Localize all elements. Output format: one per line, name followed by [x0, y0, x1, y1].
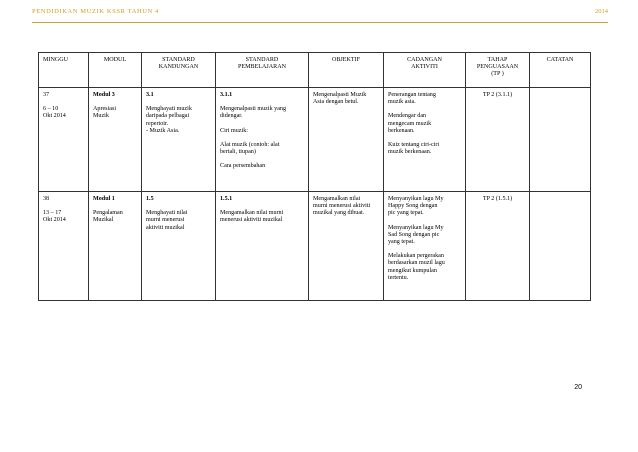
- cell-cadangan-aktiviti: Penerangan tentang muzik asia. Mendengar dan mengecam muzik berkenaan. Kuiz tentang ciri-ciri muzik berkenaan.: [384, 88, 466, 192]
- column-header-objektif: OBJEKTIF: [309, 53, 384, 88]
- column-header-cadangan-aktiviti: CADANGAN AKTIVITI: [384, 53, 466, 88]
- column-header-standard-kandungan: STANDARD KANDUNGAN: [142, 53, 216, 88]
- column-header-tahap-penguasaan: TAHAP PENGUASAAN (TP ): [466, 53, 530, 88]
- column-header-standard-pembelajaran: STANDARD PEMBELAJARAN: [216, 53, 309, 88]
- cell-tahap-penguasaan: TP 2 (1.5.1): [466, 192, 530, 301]
- cell-standard-pembelajaran: 1.5.1 Mengamalkan nilai murni menerusi aktiviti muzikal: [216, 192, 309, 301]
- cell-standard-kandungan: 1.5 Menghayati nilai murni menerusi aktiviti muzikal: [142, 192, 216, 301]
- table-row: [39, 192, 591, 301]
- document-header-title: PENDIDIKAN MUZIK KSSR TAHUN 4: [32, 8, 159, 15]
- cell-objektif: Mengenalpasti Muzik Asia dengan betul.: [309, 88, 384, 192]
- column-header-minggu: MINGGU: [39, 53, 89, 88]
- cell-modul: Modul 3 Apresiasi Muzik: [89, 88, 142, 192]
- lesson-plan-table: [38, 52, 591, 301]
- header-divider: [32, 22, 608, 23]
- cell-standard-kandungan: 3.1 Menghayati muzik daripada pelbagai repertoir. - Muzik Asia.: [142, 88, 216, 192]
- cell-catatan: [530, 192, 591, 301]
- cell-standard-pembelajaran: 3.1.1 Mengenalpasti muzik yang didengar. Ciri muzik: Alat muzik (contoh: alat bertali, tiupan) Cara persembahan: [216, 88, 309, 192]
- document-header-year: 2014: [595, 8, 608, 15]
- page-number: 20: [574, 384, 582, 391]
- cell-tahap-penguasaan: TP 2 (3.1.1): [466, 88, 530, 192]
- column-header-modul: MODUL: [89, 53, 142, 88]
- cell-minggu: 38 13 – 17 Okt 2014: [39, 192, 89, 301]
- cell-objektif: Mengamalkan nilai murni menerusi aktiviti muzikal yang dibuat.: [309, 192, 384, 301]
- cell-modul: Modul 1 Pengalaman Muzikal: [89, 192, 142, 301]
- cell-minggu: 37 6 – 10 Okt 2014: [39, 88, 89, 192]
- cell-cadangan-aktiviti: Menyanyikan lagu My Happy Song dengan pic yang tepat. Menyanyikan lagu My Sad Song dengan pic yang tepat. Melakukan pergerakan berdasarkan muzil lagu mengikut kumpulan tertentu.: [384, 192, 466, 301]
- table-row: [39, 88, 591, 192]
- cell-catatan: [530, 88, 591, 192]
- table-header-row: [39, 53, 591, 88]
- column-header-catatan: CATATAN: [530, 53, 591, 88]
